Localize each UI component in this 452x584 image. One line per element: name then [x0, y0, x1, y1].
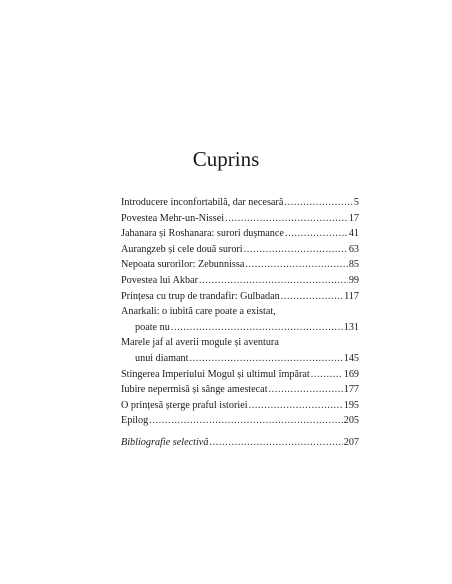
toc-entry	[121, 289, 359, 305]
toc-entry-page: 177	[343, 384, 359, 396]
toc-entry-page: 17	[348, 212, 359, 224]
dot-leader	[269, 382, 343, 398]
toc-entry-page: 99	[348, 274, 359, 286]
dot-leader	[249, 398, 343, 414]
toc-entry	[121, 382, 359, 398]
toc-entry-page: 117	[344, 290, 359, 302]
toc-entry	[121, 242, 359, 258]
toc-entry-title: Aurangzeb și cele două surori	[121, 243, 243, 255]
toc-entry-title-line1: Marele jaf al averii mogule și aventura	[121, 337, 279, 349]
toc-entry-title: O prințesă șterge praful istoriei	[121, 399, 248, 411]
toc-entry-title: Prințesa cu trup de trandafir: Gulbadan	[121, 290, 280, 302]
dot-leader	[225, 211, 348, 227]
dot-leader	[285, 226, 348, 242]
dot-leader	[245, 257, 347, 273]
toc-entry	[121, 335, 359, 366]
toc-entry-bibliography	[121, 435, 359, 451]
toc-entry-title: Povestea lui Akbar	[121, 274, 198, 286]
dot-leader	[284, 195, 353, 211]
toc-entry-page: 169	[343, 368, 359, 380]
toc-entry-page: 207	[343, 436, 359, 448]
page-title: Cuprins	[192, 147, 260, 171]
toc-entry-title: Bibliografie selectivă	[121, 436, 209, 448]
toc-entry-page: 195	[343, 399, 359, 411]
toc-entry-page: 85	[348, 259, 359, 271]
toc-entry-title: Stingerea Imperiului Mogul și ultimul împărat	[121, 368, 310, 380]
toc-entry-page: 5	[353, 197, 359, 208]
dot-leader	[149, 413, 343, 429]
toc-entry-title: Introducere inconfortabilă, dar necesară	[121, 197, 284, 208]
toc-entry-title-line2: poate nu	[135, 321, 170, 333]
toc-entry	[121, 304, 359, 335]
toc-entry-page: 145	[343, 352, 359, 364]
toc-entry-title-line1: Anarkali: o iubită care poate a existat,	[121, 306, 276, 318]
dot-leader	[209, 435, 342, 451]
dot-leader	[311, 367, 343, 383]
toc-entry	[121, 211, 359, 227]
table-of-contents	[121, 195, 359, 451]
toc-entry-title: Nepoata surorilor: Zebunnissa	[121, 259, 245, 271]
toc-entry-page: 41	[348, 228, 359, 240]
toc-entry	[121, 226, 359, 242]
toc-entry	[121, 257, 359, 273]
dot-leader	[244, 242, 348, 258]
dot-leader	[281, 289, 343, 305]
toc-entry-page: 131	[343, 321, 359, 333]
dot-leader	[189, 351, 342, 367]
toc-entry-page: 205	[343, 415, 359, 427]
toc-entry	[121, 273, 359, 289]
dot-leader	[171, 320, 343, 336]
dot-leader	[199, 273, 348, 289]
toc-entry-title: Povestea Mehr-un-Nissei	[121, 212, 225, 224]
toc-entry-page: 63	[348, 243, 359, 255]
toc-entry	[121, 398, 359, 414]
toc-entry	[121, 413, 359, 429]
toc-entry	[121, 195, 359, 211]
toc-entry-title: Epilog	[121, 415, 149, 427]
toc-entry-title-line2: unui diamant	[135, 352, 189, 364]
toc-entry-title: Iubire nepermisă și sânge amestecat	[121, 384, 268, 396]
toc-entry-title: Jahanara și Roshanara: surori dușmance	[121, 228, 284, 240]
toc-entry	[121, 367, 359, 383]
